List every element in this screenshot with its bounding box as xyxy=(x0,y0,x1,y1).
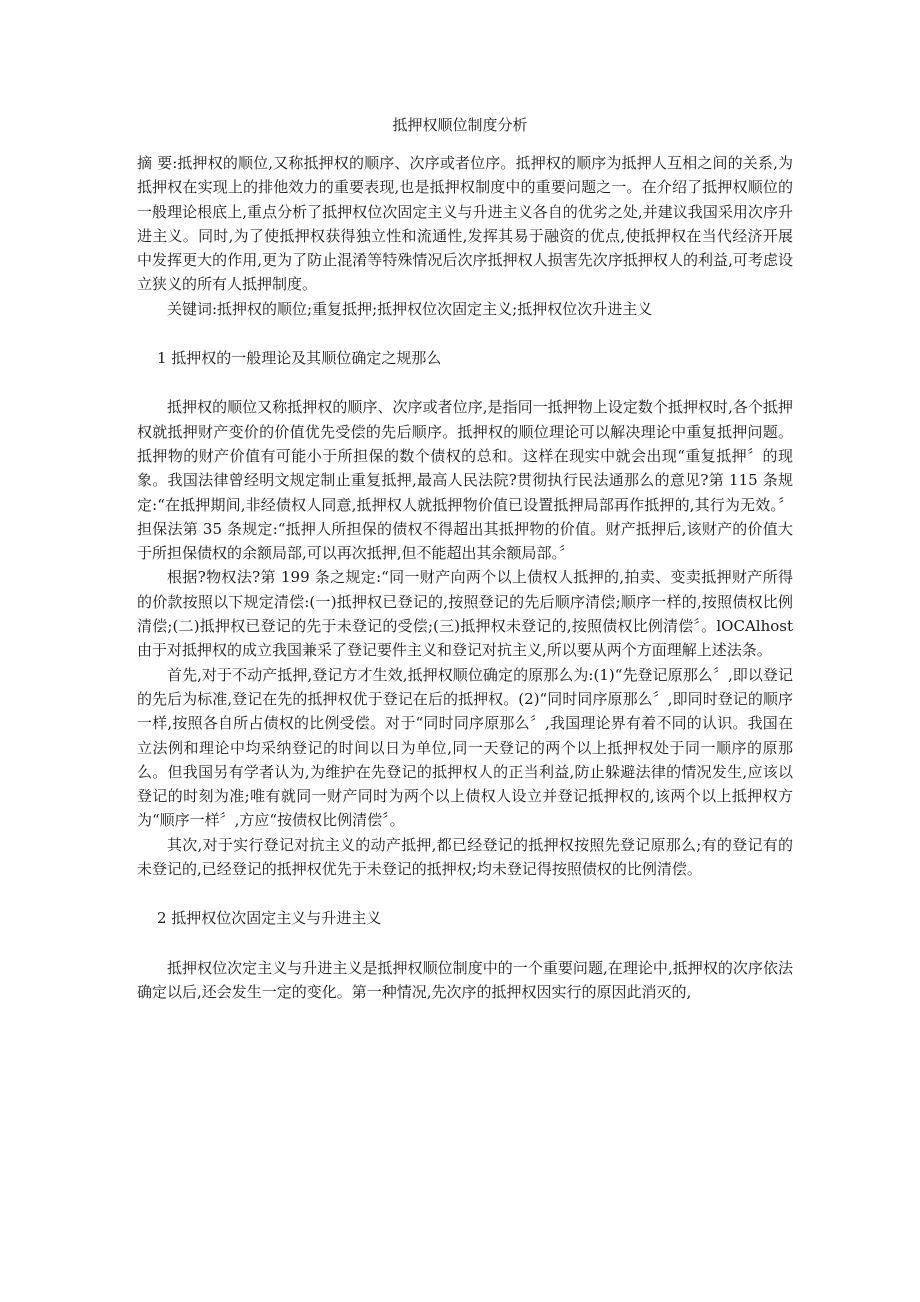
section-1-paragraph-1: 抵押权的顺位又称抵押权的顺序、次序或者位序,是指同一抵押物上设定数个抵押权时,各个抵押权就抵押财产变价的价值优先受偿的先后顺序。抵押权的顺位理论可以解决理论中重复抵押问题。抵押物的财产价值有可能小于所担保的数个债权的总和。这样在现实中就会出现“重复抵押〞的现象。我国法律曾经明文规定制止重复抵押,最高人民法院?贯彻执行民法通那么的意见?第 115 条规定:“在抵押期间,非经债权人同意,抵押权人就抵押物价值已设置抵押局部再作抵押的,其行为无效。〞担保法第 35 条规定:“抵押人所担保的债权不得超出其抵押物的价值。财产抵押后,该财产的价值大于所担保债权的余额局部,可以再次抵押,但不能超出其余额局部。〞 xyxy=(137,398,793,563)
document-body xyxy=(137,151,793,1004)
keywords-line: 关键词:抵押权的顺位;重复抵押;抵押权位次固定主义;抵押权位次升进主义 xyxy=(167,299,653,318)
section-1-paragraph-3: 首先,对于不动产抵押,登记方才生效,抵押权顺位确定的原那么为:(1)“先登记原那么〞,即以登记的先后为标准,登记在先的抵押权优于登记在后的抵押权。(2)“同时同序原那么〞,即同时登记的顺序一样,按照各自所占债权的比例受偿。对于“同时同序原那么〞,我国理论界有着不同的认识。我国在立法例和理论中均采纳登记的时间以日为单位,同一天登记的两个以上抵押权处于同一顺序的原那么。但我国另有学者认为,为维护在先登记的抵押权人的正当利益,防止躲避法律的情况发生,应该以登记的时刻为准;唯有就同一财产同时为两个以上债权人设立并登记抵押权的,该两个以上抵押权方为“顺序一样〞,方应“按债权比例清偿〞。 xyxy=(137,665,793,830)
section-1-paragraph-2: 根据?物权法?第 199 条之规定:“同一财产向两个以上债权人抵押的,拍卖、变卖抵押财产所得的价款按照以下规定清偿:(一)抵押权已登记的,按照登记的先后顺序清偿;顺序一样的,按照债权比例清偿;(二)抵押权已登记的先于未登记的受偿;(三)抵押权未登记的,按照债权比例清偿〞。lOCAlhost 由于对抵押权的成立我国兼采了登记要件主义和登记对抗主义,所以要从两个方面理解上述法条。 xyxy=(137,568,793,660)
document-title: 抵押权顺位制度分析 xyxy=(392,116,528,134)
spacer xyxy=(137,321,793,346)
spacer xyxy=(137,881,793,906)
section-2-paragraph-1: 抵押权位次定主义与升进主义是抵押权顺位制度中的一个重要问题,在理论中,抵押权的次序依法确定以后,还会发生一定的变化。第一种情况,先次序的抵押权因实行的原因此消灭的, xyxy=(137,958,793,1001)
section-1-paragraph-4: 其次,对于实行登记对抗主义的动产抵押,都已经登记的抵押权按照先登记原那么;有的登记有的未登记的,已经登记的抵押权优先于未登记的抵押权;均未登记得按照债权的比例清偿。 xyxy=(137,835,793,879)
section-1-heading: 1 抵押权的一般理论及其顺位确定之规那么 xyxy=(157,349,442,368)
section-2-heading: 2 抵押权位次固定主义与升进主义 xyxy=(157,909,382,928)
spacer xyxy=(137,931,793,956)
spacer xyxy=(137,370,793,395)
abstract-paragraph: 摘 要:抵押权的顺位,又称抵押权的顺序、次序或者位序。抵押权的顺序为抵押人互相之间的关系,为抵押权在实现上的排他效力的重要表现,也是抵押权制度中的重要问题之一。在介绍了抵押权顺位的一般理论根底上,重点分析了抵押权位次固定主义与升进主义各自的优劣之处,并建议我国采用次序升进主义。同时,为了使抵押权获得独立性和流通性,发挥其易于融资的优点,使抵押权在当代经济开展中发挥更大的作用,更为了防止混淆等特殊情况后次序抵押权人损害先次序抵押权人的利益,可考虑设立狭义的所有人抵押制度。 xyxy=(137,154,793,294)
